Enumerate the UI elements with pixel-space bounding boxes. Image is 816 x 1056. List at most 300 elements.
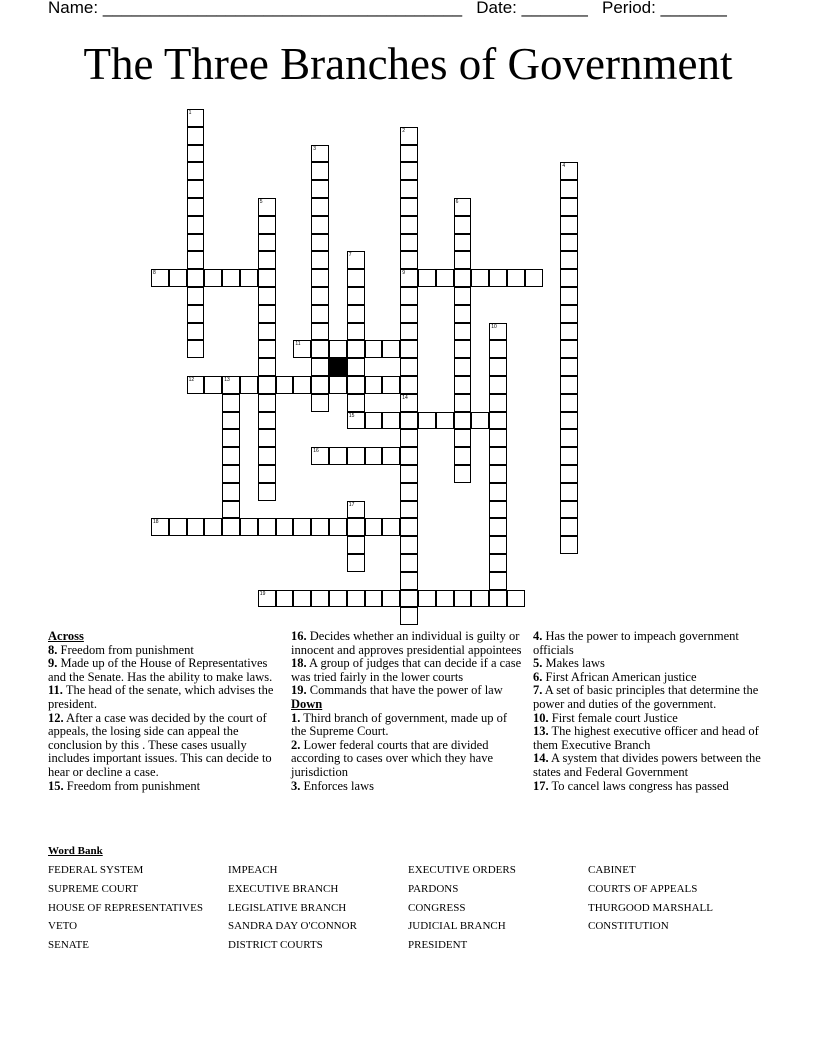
- word-bank-item: SUPREME COURT: [48, 882, 139, 895]
- crossword-cell[interactable]: [258, 198, 276, 216]
- crossword-cell[interactable]: [436, 412, 454, 430]
- crossword-cell[interactable]: [489, 376, 507, 394]
- clue-text: Makes laws: [542, 656, 605, 671]
- down-clue: [533, 671, 765, 685]
- crossword-cell[interactable]: [187, 269, 205, 287]
- crossword-cell[interactable]: [489, 483, 507, 501]
- crossword-cell[interactable]: [400, 483, 418, 501]
- crossword-cell[interactable]: [187, 162, 205, 180]
- clue-number: 6.: [533, 669, 543, 684]
- crossword-cell[interactable]: [400, 429, 418, 447]
- crossword-cell[interactable]: [400, 394, 418, 412]
- crossword-cell[interactable]: [365, 412, 383, 430]
- clue-number: 3.: [291, 778, 301, 793]
- clue-text: A system that divides powers between the states and Federal Government: [533, 751, 761, 779]
- crossword-cell[interactable]: [507, 590, 525, 608]
- crossword-cell[interactable]: [454, 251, 472, 269]
- clue-text: The head of the senate, which advises the president.: [48, 683, 274, 711]
- crossword-cell[interactable]: [382, 447, 400, 465]
- crossword-cell[interactable]: [293, 340, 311, 358]
- clue-text: A set of basic principles that determine the power and duties of the government.: [533, 683, 759, 711]
- crossword-cell[interactable]: [311, 180, 329, 198]
- crossword-cell[interactable]: [400, 305, 418, 323]
- crossword-cell[interactable]: [258, 412, 276, 430]
- word-bank-item: EXECUTIVE BRANCH: [228, 882, 339, 895]
- crossword-cell[interactable]: [454, 269, 472, 287]
- crossword-cell[interactable]: [311, 198, 329, 216]
- crossword-cell[interactable]: [489, 412, 507, 430]
- crossword-cell[interactable]: [187, 251, 205, 269]
- crossword-cell[interactable]: [400, 216, 418, 234]
- crossword-cell[interactable]: [560, 394, 578, 412]
- down-clue: [533, 684, 765, 711]
- crossword-cell[interactable]: [258, 590, 276, 608]
- crossword-cell[interactable]: [293, 518, 311, 536]
- crossword-cell[interactable]: [258, 234, 276, 252]
- clue-number: 13.: [533, 724, 549, 739]
- crossword-cell[interactable]: [400, 340, 418, 358]
- word-bank-item: EXECUTIVE ORDERS: [408, 864, 516, 876]
- crossword-cell[interactable]: [560, 376, 578, 394]
- across-clue: [48, 684, 280, 711]
- crossword-cell[interactable]: [382, 518, 400, 536]
- crossword-cell[interactable]: [276, 518, 294, 536]
- crossword-cell[interactable]: [311, 518, 329, 536]
- crossword-cell[interactable]: [151, 518, 169, 536]
- crossword-cell[interactable]: [311, 590, 329, 608]
- crossword-cell[interactable]: [489, 536, 507, 554]
- clue-number: 14.: [533, 751, 549, 766]
- crossword-cell[interactable]: [560, 234, 578, 252]
- across-clue: [291, 684, 523, 698]
- crossword-cell[interactable]: [560, 269, 578, 287]
- crossword-cell[interactable]: [382, 340, 400, 358]
- crossword-cell[interactable]: [258, 429, 276, 447]
- crossword-cell[interactable]: [187, 323, 205, 341]
- clue-text: Enforces laws: [300, 778, 374, 793]
- crossword-cell[interactable]: [258, 216, 276, 234]
- crossword-cell[interactable]: [222, 465, 240, 483]
- crossword-cell[interactable]: [560, 429, 578, 447]
- down-clue: [533, 630, 765, 657]
- crossword-cell[interactable]: [400, 501, 418, 519]
- crossword-cell[interactable]: [560, 162, 578, 180]
- clue-number: 2.: [291, 737, 301, 752]
- crossword-cell[interactable]: [222, 483, 240, 501]
- clue-number: 15: [348, 412, 355, 419]
- crossword-cell[interactable]: [204, 376, 222, 394]
- clue-number: 17.: [533, 778, 549, 793]
- crossword-cell[interactable]: [454, 340, 472, 358]
- crossword-cell[interactable]: [400, 572, 418, 590]
- crossword-cell[interactable]: [400, 127, 418, 145]
- crossword-cell[interactable]: [400, 198, 418, 216]
- crossword-cell[interactable]: [240, 376, 258, 394]
- crossword-cell[interactable]: [560, 287, 578, 305]
- crossword-cell[interactable]: [258, 394, 276, 412]
- crossword-cell[interactable]: [311, 234, 329, 252]
- crossword-cell[interactable]: [311, 251, 329, 269]
- down-clue: [291, 712, 523, 739]
- crossword-cell[interactable]: [169, 269, 187, 287]
- clue-number: 8: [153, 270, 156, 277]
- crossword-cell[interactable]: [365, 340, 383, 358]
- crossword-cell[interactable]: [347, 305, 365, 323]
- crossword-cell[interactable]: [347, 269, 365, 287]
- crossword-cell[interactable]: [329, 447, 347, 465]
- clue-number: 11: [295, 341, 301, 348]
- clue-number: 7: [348, 252, 352, 259]
- crossword-cell[interactable]: [187, 127, 205, 145]
- crossword-cell[interactable]: [454, 234, 472, 252]
- clue-number: 16.: [291, 629, 307, 643]
- clue-text: First female court Justice: [548, 710, 678, 725]
- clue-text: The highest executive officer and head of them Executive Branch: [533, 724, 759, 752]
- clue-text: Commands that have the power of law: [306, 683, 503, 698]
- crossword-cell[interactable]: [258, 269, 276, 287]
- crossword-cell[interactable]: [258, 483, 276, 501]
- across-clue: [48, 712, 280, 780]
- clues-column-1: [48, 630, 280, 793]
- clue-text: To cancel laws congress has passed: [548, 778, 729, 793]
- crossword-cell[interactable]: [400, 412, 418, 430]
- clue-number: 19.: [291, 683, 307, 698]
- crossword-cell[interactable]: [311, 216, 329, 234]
- down-heading: Down: [291, 696, 323, 711]
- crossword-cell[interactable]: [471, 590, 489, 608]
- crossword-cell[interactable]: [187, 340, 205, 358]
- crossword-cell[interactable]: [400, 269, 418, 287]
- down-clue-list-continued: [533, 630, 765, 793]
- word-bank-item: JUDICIAL BRANCH: [408, 920, 506, 933]
- clue-number: 15.: [48, 778, 64, 793]
- crossword-cell[interactable]: [187, 305, 205, 323]
- crossword-cell[interactable]: [258, 447, 276, 465]
- word-bank-item: VETO: [48, 920, 78, 933]
- crossword-cell[interactable]: [347, 376, 365, 394]
- word-bank-item: SANDRA DAY O'CONNOR: [228, 920, 357, 933]
- crossword-cell[interactable]: [489, 323, 507, 341]
- across-clue: [48, 657, 280, 684]
- crossword-cell[interactable]: [222, 518, 240, 536]
- crossword-cell[interactable]: [400, 180, 418, 198]
- down-clue: [533, 657, 765, 671]
- date-blank: _______: [521, 0, 588, 17]
- crossword-cell[interactable]: [560, 216, 578, 234]
- crossword-cell[interactable]: [222, 269, 240, 287]
- crossword-cell[interactable]: [169, 518, 187, 536]
- crossword-cell[interactable]: [560, 323, 578, 341]
- across-clue-list-continued: [291, 630, 523, 698]
- crossword-cell[interactable]: [347, 447, 365, 465]
- clue-text: A group of judges that can decide if a case was tried fairly in the lower courts: [291, 656, 522, 684]
- clue-text: Freedom from punishment: [57, 642, 194, 657]
- crossword-cell[interactable]: [418, 269, 436, 287]
- crossword-cell[interactable]: [560, 251, 578, 269]
- crossword-cell[interactable]: [489, 518, 507, 536]
- clue-number: 13: [224, 377, 230, 383]
- clue-text: Decides whether an individual is guilty or innocent and approves presidential appointees: [291, 629, 522, 657]
- period-label: Period:: [602, 0, 656, 17]
- clue-text: Made up of the House of Representatives and the Senate. Has the ability to make laws.: [48, 656, 273, 684]
- clue-number: 17: [348, 501, 355, 508]
- clue-number: 10.: [533, 710, 549, 725]
- black-cell: [329, 358, 347, 376]
- word-bank-item: CONGRESS: [408, 901, 466, 914]
- crossword-cell[interactable]: [222, 429, 240, 447]
- crossword-cell[interactable]: [347, 287, 365, 305]
- crossword-cell[interactable]: [222, 376, 240, 394]
- crossword-cell[interactable]: [347, 412, 365, 430]
- crossword-cell[interactable]: [347, 590, 365, 608]
- crossword-cell[interactable]: [222, 394, 240, 412]
- clue-number: 6: [455, 199, 459, 205]
- crossword-cell[interactable]: [400, 162, 418, 180]
- clue-text: After a case was decided by the court of appeals, the losing side can appeal the conclusion by this . These cases usually includes important issues. This can decide to hear or decline a case.: [48, 710, 272, 779]
- clue-text: Lower federal courts that are divided according to cases over which they have jurisdiction: [291, 737, 494, 779]
- crossword-cell[interactable]: [347, 358, 365, 376]
- crossword-cell[interactable]: [258, 376, 276, 394]
- crossword-cell[interactable]: [560, 536, 578, 554]
- down-clue-list: [291, 712, 523, 794]
- crossword-cell[interactable]: [489, 394, 507, 412]
- crossword-cell[interactable]: [560, 305, 578, 323]
- crossword-cell[interactable]: [347, 394, 365, 412]
- crossword-cell[interactable]: [454, 412, 472, 430]
- crossword-cell[interactable]: [560, 358, 578, 376]
- word-bank-item: PRESIDENT: [408, 939, 468, 952]
- crossword-cell[interactable]: [240, 269, 258, 287]
- clue-number: 12: [188, 377, 195, 383]
- crossword-cell[interactable]: [454, 590, 472, 608]
- word-bank-item: IMPEACH: [228, 864, 278, 876]
- crossword-cell[interactable]: [187, 216, 205, 234]
- word-bank-item: COURTS OF APPEALS: [588, 882, 698, 895]
- crossword-cell[interactable]: [276, 376, 294, 394]
- clue-text: Third branch of government, made up of the Supreme Court.: [291, 710, 508, 739]
- crossword-cell[interactable]: [258, 323, 276, 341]
- crossword-cell[interactable]: [276, 590, 294, 608]
- crossword-cell[interactable]: [258, 287, 276, 305]
- crossword-cell[interactable]: [560, 483, 578, 501]
- crossword-cell[interactable]: [311, 323, 329, 341]
- crossword-cell[interactable]: [293, 590, 311, 608]
- down-clue: [291, 739, 523, 780]
- crossword-cell[interactable]: [560, 518, 578, 536]
- crossword-cell[interactable]: [204, 269, 222, 287]
- crossword-cell[interactable]: [311, 340, 329, 358]
- crossword-cell[interactable]: [489, 572, 507, 590]
- period-blank: _______: [660, 0, 727, 17]
- crossword-cell[interactable]: [258, 358, 276, 376]
- crossword-cell[interactable]: [222, 501, 240, 519]
- crossword-cell[interactable]: [454, 287, 472, 305]
- across-heading: Across: [48, 629, 84, 643]
- crossword-cell[interactable]: [400, 518, 418, 536]
- down-clue: [291, 780, 523, 794]
- crossword-cell[interactable]: [258, 340, 276, 358]
- crossword-cell[interactable]: [365, 590, 383, 608]
- crossword-cell[interactable]: [347, 518, 365, 536]
- crossword-cell[interactable]: [187, 287, 205, 305]
- crossword-cell[interactable]: [489, 358, 507, 376]
- crossword-cell[interactable]: [187, 518, 205, 536]
- date-label: Date:: [476, 0, 517, 17]
- word-bank-item: DISTRICT COURTS: [228, 939, 323, 952]
- crossword-cell[interactable]: [400, 607, 418, 625]
- crossword-cell[interactable]: [382, 590, 400, 608]
- crossword-cell[interactable]: [471, 412, 489, 430]
- crossword-cell[interactable]: [222, 447, 240, 465]
- crossword-cell[interactable]: [489, 429, 507, 447]
- crossword-cell[interactable]: [187, 376, 205, 394]
- name-label: Name:: [48, 0, 99, 17]
- crossword-cell[interactable]: [311, 447, 329, 465]
- crossword-cell[interactable]: [151, 269, 169, 287]
- crossword-cell[interactable]: [400, 251, 418, 269]
- crossword-cell[interactable]: [454, 376, 472, 394]
- word-bank-item: CONSTITUTION: [588, 920, 669, 933]
- crossword-cell[interactable]: [187, 180, 205, 198]
- crossword-cell[interactable]: [400, 465, 418, 483]
- crossword-cell[interactable]: [489, 465, 507, 483]
- crossword-cell[interactable]: [471, 269, 489, 287]
- crossword-cell[interactable]: [258, 251, 276, 269]
- crossword-cell[interactable]: [347, 251, 365, 269]
- clue-text: Has the power to impeach government officials: [533, 629, 739, 657]
- crossword-cell[interactable]: [525, 269, 543, 287]
- clue-number: 11.: [48, 683, 63, 698]
- crossword-cell[interactable]: [365, 447, 383, 465]
- crossword-cell[interactable]: [187, 109, 205, 127]
- crossword-cell[interactable]: [311, 145, 329, 163]
- crossword-cell[interactable]: [436, 269, 454, 287]
- crossword-cell[interactable]: [400, 376, 418, 394]
- crossword-cell[interactable]: [258, 465, 276, 483]
- crossword-cell[interactable]: [329, 340, 347, 358]
- crossword-cell[interactable]: [240, 518, 258, 536]
- clue-number: 5.: [533, 656, 543, 671]
- clue-number: 12.: [48, 710, 64, 725]
- crossword-cell[interactable]: [489, 590, 507, 608]
- crossword-cell[interactable]: [454, 394, 472, 412]
- crossword-cell[interactable]: [454, 447, 472, 465]
- crossword-cell[interactable]: [560, 465, 578, 483]
- crossword-cell[interactable]: [560, 198, 578, 216]
- crossword-cell[interactable]: [489, 340, 507, 358]
- crossword-cell[interactable]: [258, 518, 276, 536]
- crossword-cell[interactable]: [400, 323, 418, 341]
- crossword-cell[interactable]: [187, 198, 205, 216]
- across-clue: [48, 644, 280, 658]
- crossword-cell[interactable]: [347, 340, 365, 358]
- crossword-cell[interactable]: [560, 501, 578, 519]
- crossword-cell[interactable]: [454, 198, 472, 216]
- crossword-cell[interactable]: [382, 376, 400, 394]
- crossword-cell[interactable]: [222, 412, 240, 430]
- crossword-cell[interactable]: [560, 412, 578, 430]
- crossword-cell[interactable]: [454, 465, 472, 483]
- crossword-cell[interactable]: [489, 501, 507, 519]
- crossword-cell[interactable]: [311, 376, 329, 394]
- crossword-cell[interactable]: [454, 323, 472, 341]
- clue-number: 2: [402, 127, 405, 134]
- clues-column-3: [533, 630, 765, 793]
- crossword-cell[interactable]: [187, 234, 205, 252]
- crossword-cell[interactable]: [400, 287, 418, 305]
- clue-text: Freedom from punishment: [63, 778, 201, 793]
- crossword-cell[interactable]: [489, 447, 507, 465]
- clue-number: 8.: [48, 642, 58, 657]
- crossword-cell[interactable]: [365, 376, 383, 394]
- crossword-cell[interactable]: [454, 305, 472, 323]
- crossword-cell[interactable]: [347, 501, 365, 519]
- clue-number: 14: [402, 394, 408, 401]
- crossword-cell[interactable]: [365, 518, 383, 536]
- crossword-cell[interactable]: [293, 376, 311, 394]
- crossword-cell[interactable]: [507, 269, 525, 287]
- crossword-cell[interactable]: [187, 145, 205, 163]
- crossword-cell[interactable]: [400, 145, 418, 163]
- across-clue: [48, 780, 280, 794]
- clues-column-2: [291, 630, 523, 793]
- crossword-cell[interactable]: [347, 536, 365, 554]
- word-bank-item: SENATE: [48, 939, 89, 952]
- page-title: The Three Branches of Government: [83, 39, 733, 89]
- crossword-cell[interactable]: [400, 554, 418, 572]
- crossword-cell[interactable]: [418, 590, 436, 608]
- crossword-cell[interactable]: [400, 536, 418, 554]
- crossword-cell[interactable]: [382, 412, 400, 430]
- crossword-cell[interactable]: [489, 269, 507, 287]
- crossword-cell[interactable]: [329, 376, 347, 394]
- crossword-cell[interactable]: [311, 287, 329, 305]
- crossword-cell[interactable]: [400, 234, 418, 252]
- crossword-cell[interactable]: [204, 518, 222, 536]
- crossword-cell[interactable]: [400, 358, 418, 376]
- crossword-cell[interactable]: [454, 429, 472, 447]
- clue-number: 4.: [533, 629, 543, 643]
- crossword-cell[interactable]: [560, 180, 578, 198]
- clue-number: 1.: [291, 710, 301, 725]
- crossword-cell[interactable]: [329, 518, 347, 536]
- crossword-cell[interactable]: [311, 162, 329, 180]
- word-bank-item: CABINET: [588, 864, 636, 876]
- crossword-cell[interactable]: [311, 269, 329, 287]
- crossword-cell[interactable]: [329, 590, 347, 608]
- crossword-cell[interactable]: [418, 412, 436, 430]
- crossword-cell[interactable]: [311, 358, 329, 376]
- crossword-cell[interactable]: [311, 394, 329, 412]
- word-bank-item: HOUSE OF REPRESENTATIVES: [48, 901, 203, 914]
- crossword-cell[interactable]: [400, 447, 418, 465]
- clue-number: 1: [188, 110, 192, 116]
- crossword-cell[interactable]: [560, 447, 578, 465]
- across-clue: [291, 630, 523, 657]
- crossword-cell[interactable]: [454, 358, 472, 376]
- crossword-cell[interactable]: [347, 554, 365, 572]
- down-clue: [533, 780, 765, 794]
- clue-number: 16: [313, 448, 319, 455]
- crossword-cell[interactable]: [347, 323, 365, 341]
- crossword-cell[interactable]: [560, 340, 578, 358]
- crossword-cell[interactable]: [436, 590, 454, 608]
- crossword-cell[interactable]: [400, 590, 418, 608]
- crossword-cell[interactable]: [489, 554, 507, 572]
- crossword-cell[interactable]: [454, 216, 472, 234]
- crossword-cell[interactable]: [258, 305, 276, 323]
- crossword-cell[interactable]: [311, 305, 329, 323]
